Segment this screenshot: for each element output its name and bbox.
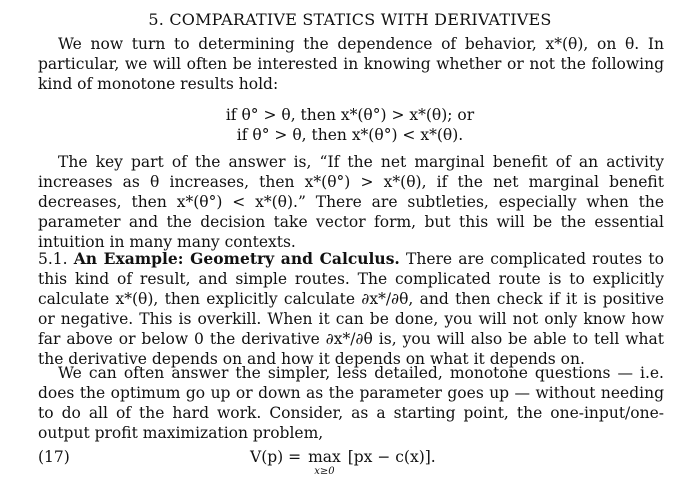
subsection-number: 5.1.: [38, 250, 68, 268]
simpler-paragraph: We can often answer the simpler, less detailed, monotone questions — i.e. does the optimum go up or down as the parameter goes up — without needing to do all of the hard work. Consider, as a starting point, the one-input/one-output profit maximization problem,: [38, 364, 664, 442]
equation-lhs: V(p) =: [250, 448, 302, 466]
subsection-title: An Example: Geometry and Calculus.: [73, 249, 400, 268]
intro-paragraph: We now turn to determining the dependence of behavior, x*(θ), on θ. In particular, we will often be interested in knowing whether or not the following kind of monotone results hold:: [38, 35, 664, 93]
key-part-paragraph: The key part of the answer is, “If the net marginal benefit of an activity increases as θ increases, then x*(θ°) > x*(θ), if the net marginal benefit decreases, then x*(θ°) < x*(θ).” There are subtleties, especially when the parameter and the decision take vector form, but this will be the essential intuition in many many contexts.: [38, 153, 664, 251]
equation-body: [250, 448, 436, 477]
subsection-text: There are complicated routes to this kind of result, and simple routes. The complicated route is to explicitly calculate x*(θ), then explicitly calculate ∂x*/∂θ, and then check if it is positive or negative. This is overkill. When it can be done, you will not only know how far above or below 0 the derivative ∂x*/∂θ is, you will also be able to tell what the derivative depends on and how it depends on what it depends on.: [38, 250, 664, 368]
equation-number: (17): [38, 448, 70, 466]
equation-rhs: [px − c(x)].: [347, 448, 436, 466]
max-operator: [308, 448, 341, 477]
condition-line-2: if θ° > θ, then x*(θ°) < x*(θ).: [236, 126, 464, 144]
section-title: 5. COMPARATIVE STATICS WITH DERIVATIVES: [148, 10, 552, 29]
monotone-conditions: [0, 105, 700, 145]
max-subscript: x≥0: [314, 466, 335, 477]
max-label: max: [308, 448, 341, 466]
equation-17: [38, 448, 664, 492]
subsection-paragraph: [38, 249, 664, 369]
condition-line-1: if θ° > θ, then x*(θ°) > x*(θ); or: [225, 106, 475, 124]
